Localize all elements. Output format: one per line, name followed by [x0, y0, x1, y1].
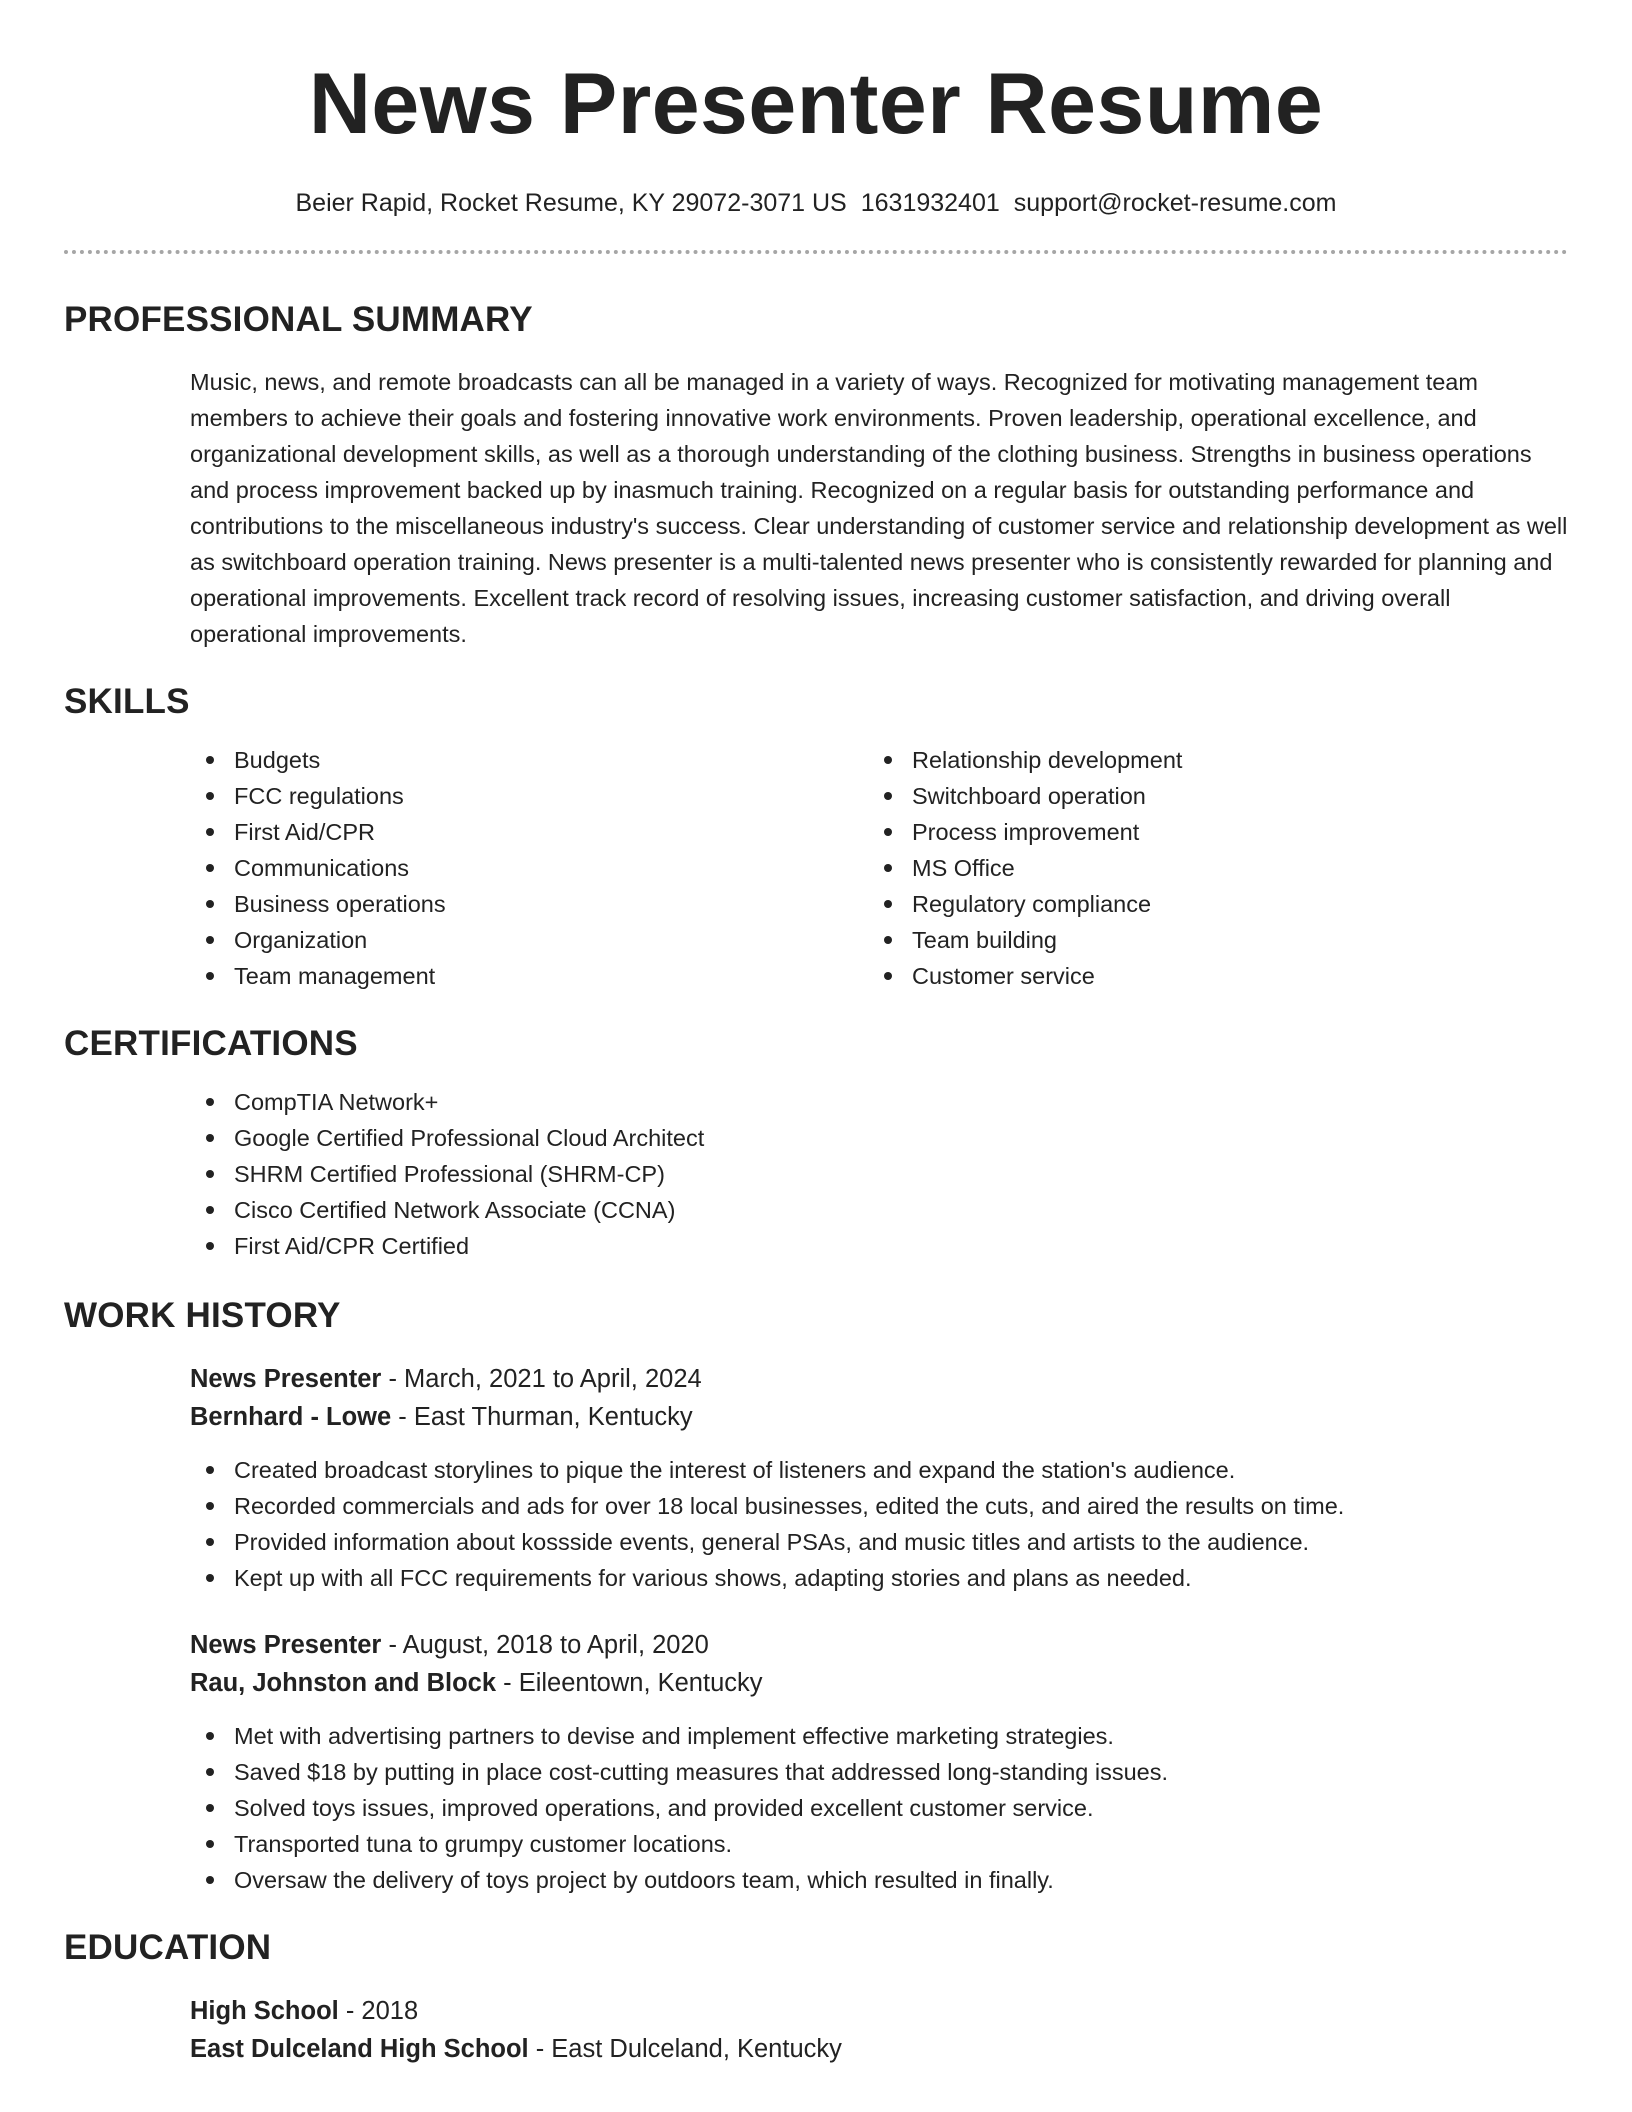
resume-page: [64, 0, 1568, 2068]
job-company-line: [190, 1398, 1568, 1436]
skill-item: MS Office: [868, 850, 1546, 886]
job-company: Rau, Johnston and Block: [190, 1669, 497, 1697]
education-school: East Dulceland High School: [190, 2035, 529, 2063]
skill-item: Communications: [190, 850, 868, 886]
skills-section: [64, 680, 1568, 994]
education-year: - 2018: [338, 1997, 419, 2025]
certifications-list: [190, 1084, 1568, 1264]
contact-email: support@rocket-resume.com: [1013, 189, 1337, 217]
job-duty-item: Kept up with all FCC requirements for various shows, adapting stories and plans as needed.: [190, 1560, 1568, 1596]
contact-line: [64, 186, 1568, 220]
skill-item: Switchboard operation: [868, 778, 1546, 814]
job-dates: - March, 2021 to April, 2024: [381, 1365, 702, 1393]
job-entry: [190, 1360, 1568, 1596]
skill-item: Customer service: [868, 958, 1546, 994]
certification-item: Google Certified Professional Cloud Architect: [190, 1120, 1568, 1156]
section-heading-certifications: CERTIFICATIONS: [64, 1024, 358, 1063]
skills-list-right: [868, 742, 1546, 994]
skills-list-left: [190, 742, 868, 994]
skill-item: FCC regulations: [190, 778, 868, 814]
section-heading-work-history: WORK HISTORY: [64, 1296, 341, 1335]
job-duties-list: [190, 1452, 1568, 1596]
skill-item: Relationship development: [868, 742, 1546, 778]
job-duty-item: Solved toys issues, improved operations, and provided excellent customer service.: [190, 1790, 1568, 1826]
education-entry: [190, 1992, 1568, 2068]
certification-item: Cisco Certified Network Associate (CCNA): [190, 1192, 1568, 1228]
skill-item: Business operations: [190, 886, 868, 922]
job-location: - East Thurman, Kentucky: [391, 1403, 693, 1431]
job-duty-item: Saved $18 by putting in place cost-cutting measures that addressed long-standing issues.: [190, 1754, 1568, 1790]
header-divider: [64, 250, 1568, 254]
job-title: News Presenter: [190, 1365, 382, 1393]
job-company: Bernhard - Lowe: [190, 1403, 392, 1431]
job-duties-list: [190, 1718, 1568, 1898]
resume-title: News Presenter Resume: [308, 56, 1324, 152]
contact-address: Beier Rapid, Rocket Resume, KY 29072-3071 US: [295, 189, 847, 217]
skill-item: Team management: [190, 958, 868, 994]
summary-section: [64, 298, 1568, 652]
job-duty-item: Met with advertising partners to devise and implement effective marketing strategies.: [190, 1718, 1568, 1754]
job-dates: - August, 2018 to April, 2020: [381, 1631, 709, 1659]
job-duty-item: Recorded commercials and ads for over 18 local businesses, edited the cuts, and aired the results on time.: [190, 1488, 1568, 1524]
summary-text: Music, news, and remote broadcasts can all be managed in a variety of ways. Recognized for motivating management team members to achieve their goals and fostering innovative work environments. Proven leadership, operational excellence, and organizational development skills, as well as a thorough understanding of the clothing business. Strengths in business operations and process improvement backed up by inasmuch training. Recognized on a regular basis for outstanding performance and contributions to the miscellaneous industry's success. Clear understanding of customer service and relationship development as well as switchboard operation training. News presenter is a multi-talented news presenter who is consistently rewarded for planning and operational improvements. Excellent track record of resolving issues, increasing customer satisfaction, and driving overall operational improvements.: [190, 369, 1568, 647]
education-section: [64, 1926, 1568, 2068]
skill-item: Organization: [190, 922, 868, 958]
job-entry: [190, 1626, 1568, 1898]
certifications-section: [64, 1022, 1568, 1264]
job-duty-item: Oversaw the delivery of toys project by outdoors team, which resulted in finally.: [190, 1862, 1568, 1898]
job-duty-item: Created broadcast storylines to pique the interest of listeners and expand the station's audience.: [190, 1452, 1568, 1488]
contact-phone: 1631932401: [860, 189, 1000, 217]
skill-item: Regulatory compliance: [868, 886, 1546, 922]
section-heading-summary: PROFESSIONAL SUMMARY: [64, 300, 533, 339]
skill-item: Budgets: [190, 742, 868, 778]
skill-item: Process improvement: [868, 814, 1546, 850]
job-title-line: [190, 1360, 1568, 1398]
job-company-line: [190, 1664, 1568, 1702]
job-duty-item: Provided information about kossside events, general PSAs, and music titles and artists to the audience.: [190, 1524, 1568, 1560]
job-duty-item: Transported tuna to grumpy customer locations.: [190, 1826, 1568, 1862]
skill-item: First Aid/CPR: [190, 814, 868, 850]
section-heading-education: EDUCATION: [64, 1928, 272, 1967]
certification-item: SHRM Certified Professional (SHRM-CP): [190, 1156, 1568, 1192]
job-title: News Presenter: [190, 1631, 382, 1659]
skill-item: Team building: [868, 922, 1546, 958]
job-location: - Eileentown, Kentucky: [496, 1669, 763, 1697]
work-history-section: [64, 1294, 1568, 1898]
education-degree: High School: [190, 1997, 339, 2025]
education-location: - East Dulceland, Kentucky: [528, 2035, 842, 2063]
certification-item: First Aid/CPR Certified: [190, 1228, 1568, 1264]
education-school-line: [190, 2030, 1568, 2068]
education-degree-line: [190, 1992, 1568, 2030]
job-title-line: [190, 1626, 1568, 1664]
certification-item: CompTIA Network+: [190, 1084, 1568, 1120]
section-heading-skills: SKILLS: [64, 682, 190, 721]
